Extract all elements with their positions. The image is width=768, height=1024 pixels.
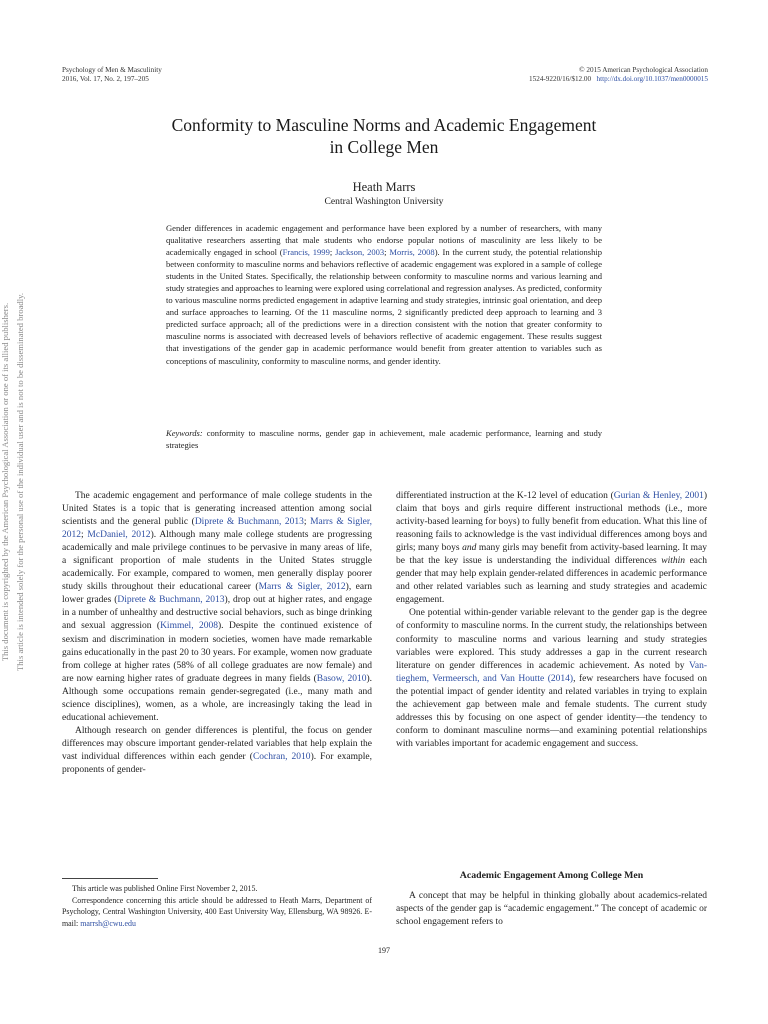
email-link[interactable]: marrsh@cwu.edu (80, 919, 136, 929)
issn-doi-line (388, 75, 708, 84)
issn: 1524-9220/16/$12.00 (529, 75, 592, 83)
citation-link[interactable]: Diprete & Buchmann, 2013 (117, 595, 225, 606)
body-paragraph: Although research on gender differences is plentiful, the focus on gender differences may obscure important gender-related variables that help explain the vast individual differences within each gender (Cochran, 2010). For example, proponents of gender- (62, 725, 372, 775)
citation-link[interactable]: Francis, 1999 (282, 247, 330, 258)
body-column-left (62, 490, 372, 777)
citation-link[interactable]: Diprete & Buchmann, 2013 (194, 517, 304, 528)
body-paragraph: differentiated instruction at the K-12 level of education (Gurian & Henley, 2001) claim that boys and girls require different instructional methods (i.e., more activity-based learning for boys) to fully benefit from education. What this line of reasoning fails to acknowledge is the vast individual differences among boys and girls; many boys and many girls may benefit from activity-based learning. It may be that the key issue is understanding the individual differences within each gender that may help explain gender-related differences in academic performance and other related variables such as learning and study strategies and academic engagement. (396, 491, 707, 606)
title-line-1: Conformity to Masculine Norms and Academic Engagement (171, 115, 597, 135)
citation-link[interactable]: Marrs & Sigler, 2012 (62, 517, 372, 541)
citation-link[interactable]: Kimmel, 2008 (160, 621, 218, 632)
author-affiliation: Central Washington University (324, 196, 444, 207)
page-number: 197 (378, 946, 390, 955)
doi-link[interactable]: http://dx.doi.org/10.1037/men0000015 (596, 75, 708, 83)
journal-name: Psychology of Men & Masculinity (62, 66, 162, 74)
body-column-right-continued (396, 890, 707, 929)
footnote-divider (62, 878, 158, 879)
citation-link[interactable]: Morris, 2008 (389, 247, 435, 258)
running-header-right (388, 66, 708, 84)
body-paragraph: A concept that may be helpful in thinking globally about academics-related aspects of the gender gap is “academic engagement.” The concept of academic or school engagement refers to (396, 891, 707, 928)
body-column-right (396, 490, 707, 751)
body-paragraph: One potential within-gender variable relevant to the gender gap is the degree of conformity to masculine norms. In the current study, the relationships between conformity to masculine norms and various learning and study strategies variables were explored. This study addresses a gap in the current research literature on gender differences in academic achievement. As noted by Van-tieghem, Vermeersch, and Van Houtte (2014), few researchers have focused on the potential impact of gender identity and related variables in trying to explain the achievement gap between male and female students. The current study addresses this by focusing on one aspect of gender identity—the tendency to conform to dominant masculine norms—and examining potential relationships with variables important for academic engagement and success. (396, 608, 707, 749)
keywords (166, 427, 602, 451)
abstract-text: Gender differences in academic engagement and performance have been explored by a number of researchers, with many qualitative researchers asserting that male students who endorse popular notions of masculinity are less likely to be academically engaged in school (Francis, 1999; Jackson, 2003; Morris, 2008). In the current study, the potential relationship between conformity to masculine norms and behaviors reflective of academic engagement was explored in a sample of college students in the United States. Specifically, the relationship between conformity to masculine norms and various learning and study strategies and approaches to learning were explored using correlational and regression analyses. As predicted, conformity to various masculine norms predicted engagement in adaptive learning and study strategies, intrinsic goal orientation, and deep and surface approaches to learning. Of the 11 masculine norms, 2 significantly predicted deep approach to learning and 3 predicted surface approach; all of the predictions were in a direction consistent with the notion that greater conformity to masculine norms is associated with decreased levels of behaviors reflective of academic engagement. These results suggest that investigations of the gender gap in academic performance would benefit from greater attention to variables such as conceptions of masculinity, conformity to masculine norms, and gender identity. (166, 223, 602, 366)
abstract (166, 222, 602, 367)
citation-link[interactable]: Gurian & Henley, 2001 (613, 491, 704, 501)
citation-link[interactable]: Jackson, 2003 (335, 247, 385, 258)
running-header-left (62, 66, 322, 84)
citation-link[interactable]: Van-tieghem, Vermeersch, and Van Houtte (2014) (396, 660, 707, 684)
side-notice-line-2: This article is intended solely for the personal use of the individual user and is not to be disseminated broadly. (15, 293, 25, 671)
article-title (60, 114, 708, 158)
citation-link[interactable]: Basow, 2010 (316, 673, 367, 684)
section-heading: Academic Engagement Among College Men (459, 870, 644, 881)
keywords-label: Keywords: (166, 428, 203, 438)
footnotes (62, 883, 372, 930)
citation-link[interactable]: Cochran, 2010 (252, 751, 311, 762)
body-paragraph: The academic engagement and performance of male college students in the United States is a topic that is generating increased attention among social scientists and the general public (Diprete & Buchmann, 2013; Marrs & Sigler, 2012; McDaniel, 2012). Although many male college students are progressing academically and male privilege continues to be pervasive in many areas of life, a significant proportion of male students in the United States struggle academically. For example, compared to women, men generally display poorer study skills throughout their educational career (Marrs & Sigler, 2012), earn lower grades (Diprete & Buchmann, 2013), drop out at higher rates, and engage in a number of unhealthy and destructive social behaviors, such as binge drinking and sexual aggression (Kimmel, 2008). Despite the continued existence of sexism and discrimination in modern societies, women have made remarkable gains educationally in the past 20 to 30 years. For example, women now graduate from college at higher rates (58% of all college graduates are now female) and are now earning higher rates of graduate degrees in many fields (Basow, 2010). Although some occupations remain gender-segregated (i.e., many math and science disciplines), women, as a whole, are increasingly taking the lead in educational achievement. (62, 491, 373, 723)
citation-link[interactable]: Marrs & Sigler, 2012 (258, 582, 346, 593)
side-notice-line-1: This document is copyrighted by the American Psychological Association or one of its allied publishers. (0, 302, 10, 662)
volume-info: 2016, Vol. 17, No. 2, 197–205 (62, 75, 149, 83)
keywords-text: conformity to masculine norms, gender gap in achievement, male academic performance, learning and study strategies (166, 428, 602, 451)
copyright-notice: © 2015 American Psychological Association (579, 66, 708, 74)
side-copyright-notice (0, 142, 38, 822)
footnote-correspondence: Correspondence concerning this article should be addressed to Heath Marrs, Department of Psychology, Central Washington University, 400 East University Way, Ellensburg, WA 98926. E-mail: marrsh@cwu.edu (62, 895, 372, 929)
citation-link[interactable]: McDaniel, 2012 (87, 530, 151, 541)
footnote-publication: This article was published Online First November 2, 2015. (72, 884, 258, 893)
title-line-2: in College Men (329, 137, 439, 157)
author-name: Heath Marrs (352, 180, 416, 194)
